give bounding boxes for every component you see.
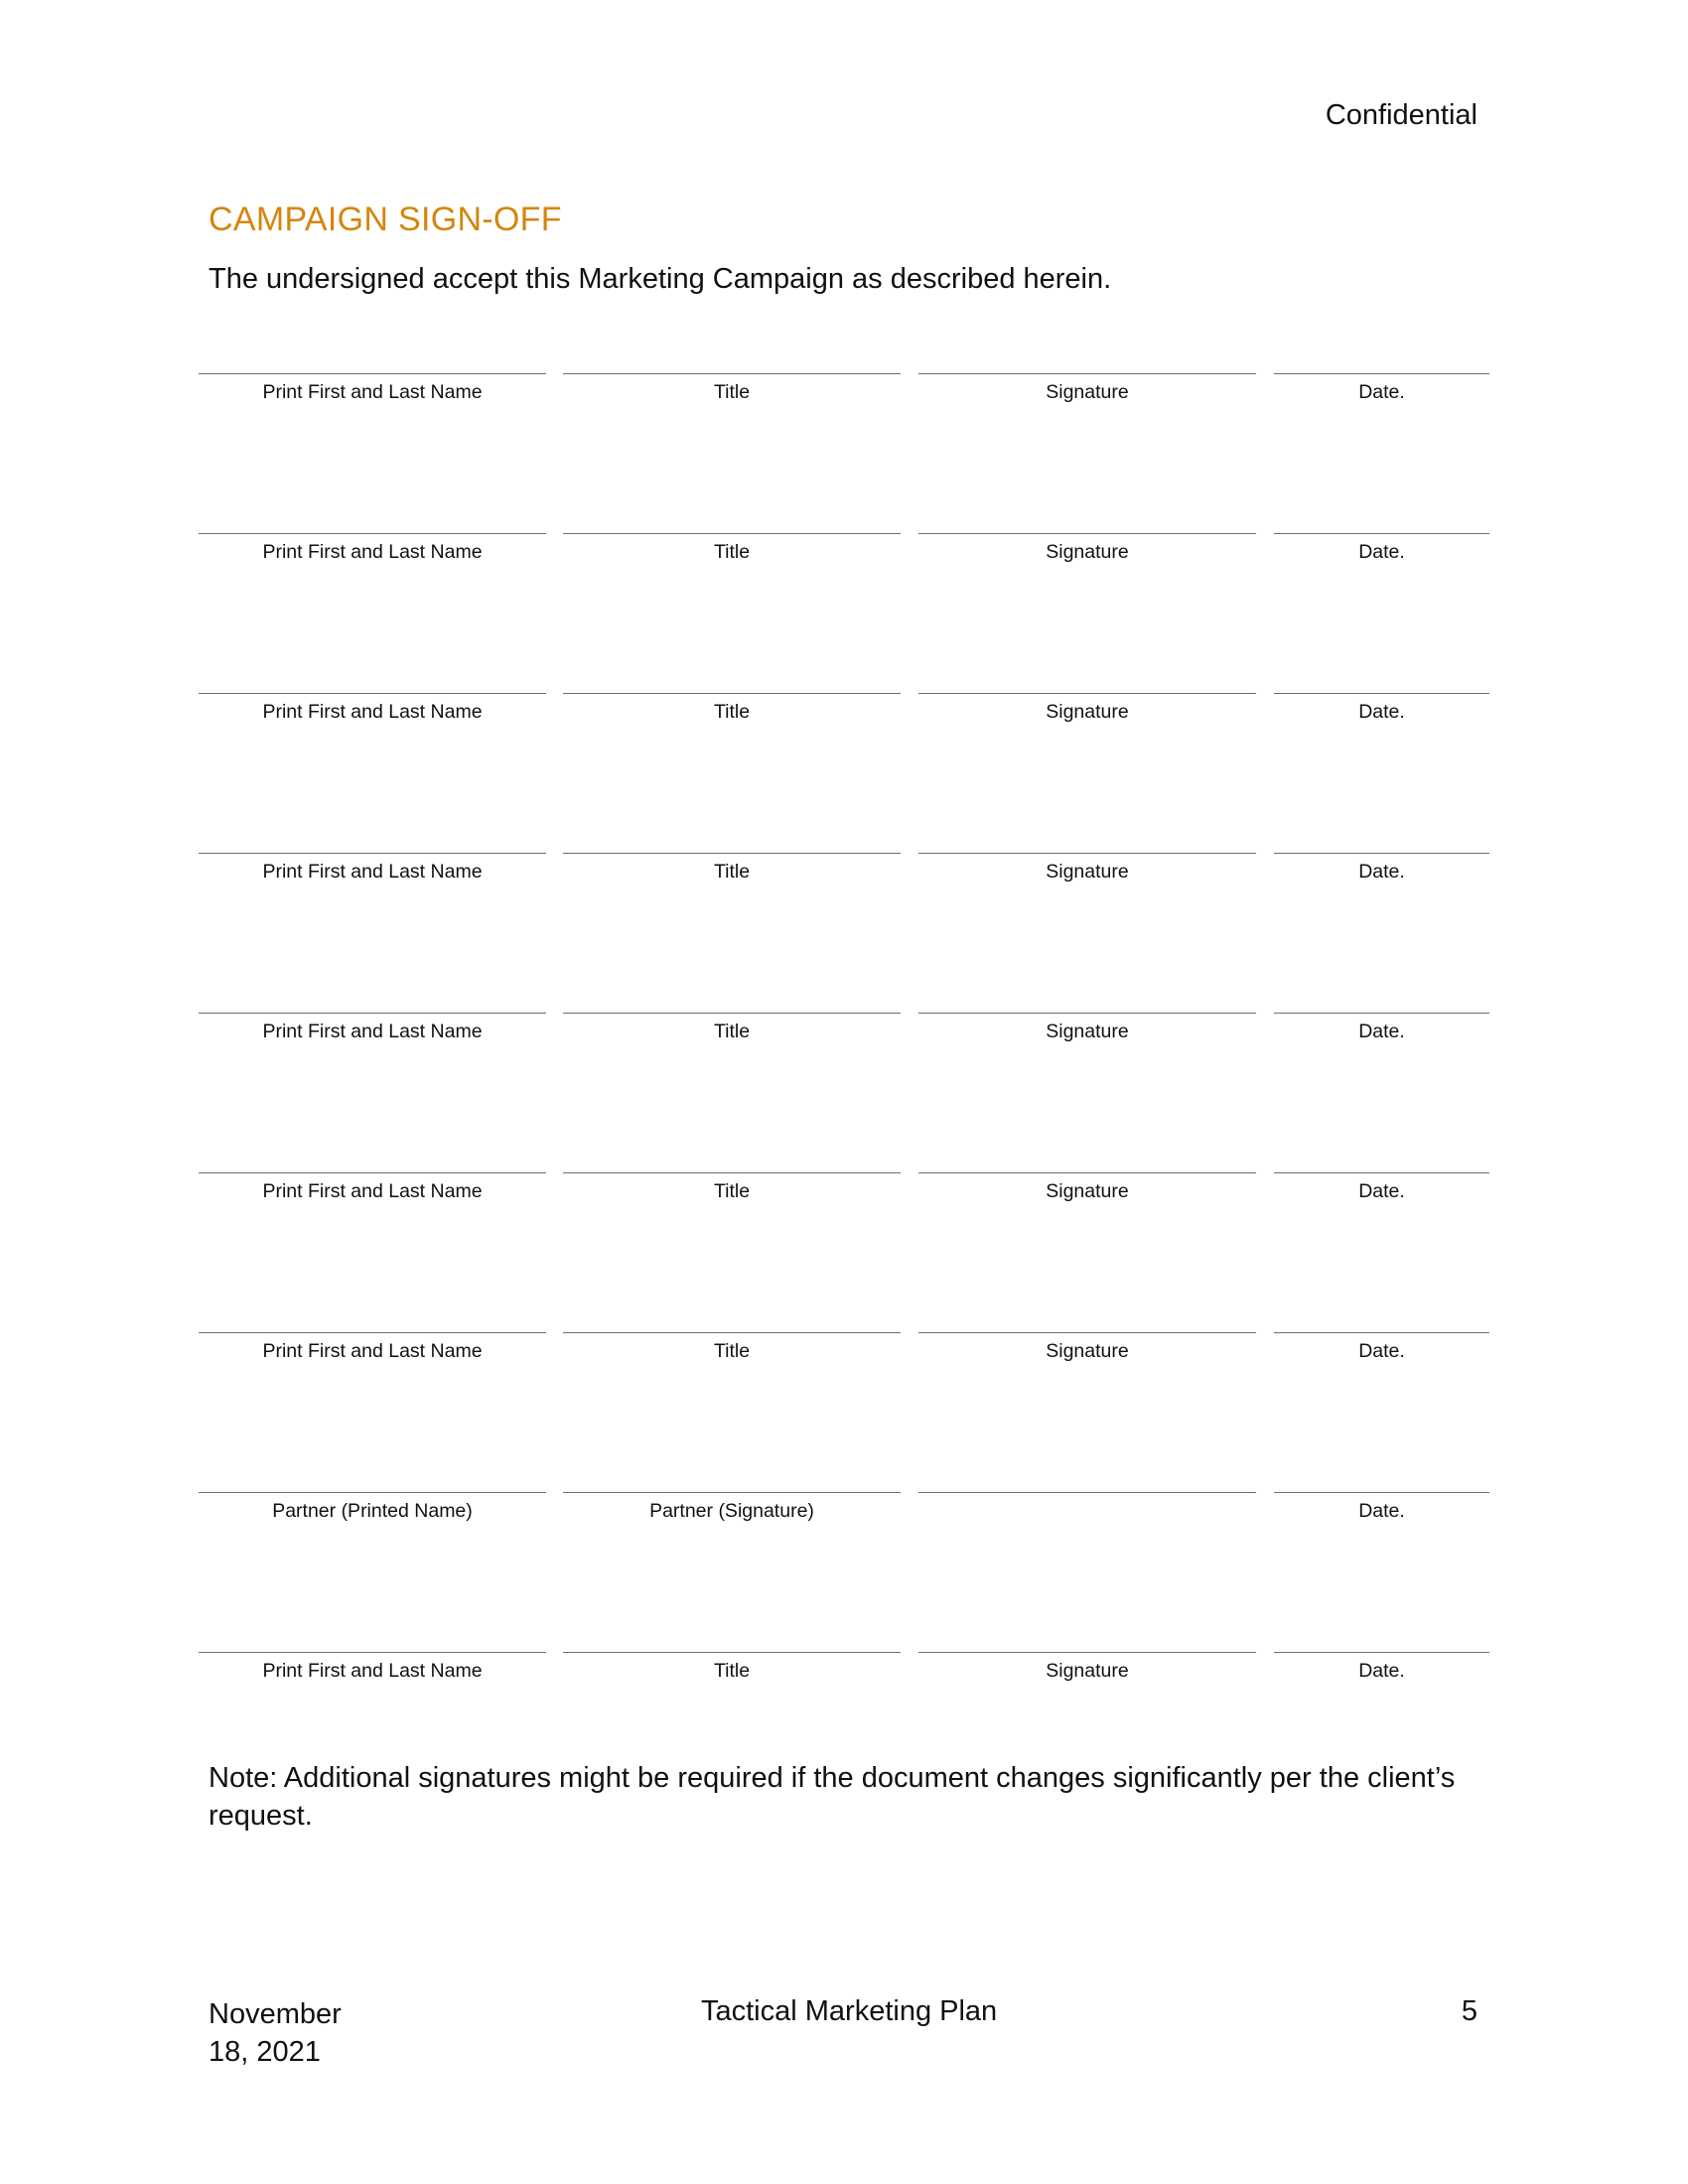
name-line[interactable]: Print First and Last Name [199, 1013, 546, 1043]
partner-signature-line[interactable]: Partner (Signature) [563, 1492, 901, 1523]
signature-row [199, 1576, 1489, 1736]
date-line[interactable]: Date. [1274, 1332, 1489, 1363]
signature-row [199, 458, 1489, 617]
partner-name-line[interactable]: Partner (Printed Name) [199, 1492, 546, 1523]
date-line[interactable]: Date. [1274, 1172, 1489, 1203]
signature-row [199, 1257, 1489, 1417]
signature-line[interactable]: Signature [918, 373, 1256, 404]
title-line[interactable]: Title [563, 693, 901, 724]
name-line[interactable]: Print First and Last Name [199, 533, 546, 564]
signature-line[interactable]: Signature [918, 1652, 1256, 1683]
name-line[interactable]: Print First and Last Name [199, 1332, 546, 1363]
title-line[interactable]: Title [563, 1013, 901, 1043]
confidential-label: Confidential [1325, 99, 1477, 131]
signature-line[interactable]: Signature [918, 533, 1256, 564]
date-line[interactable]: Date. [1274, 533, 1489, 564]
date-line[interactable]: Date. [1274, 853, 1489, 884]
date-line[interactable]: Date. [1274, 373, 1489, 404]
section-heading: CAMPAIGN SIGN-OFF [209, 201, 562, 238]
name-line[interactable]: Print First and Last Name [199, 853, 546, 884]
title-line[interactable]: Title [563, 1172, 901, 1203]
partner-signature-row [199, 1417, 1489, 1576]
signature-row [199, 617, 1489, 777]
date-line[interactable]: Date. [1274, 693, 1489, 724]
signature-line[interactable]: Signature [918, 1172, 1256, 1203]
signature-line[interactable]: Signature [918, 853, 1256, 884]
signature-row [199, 777, 1489, 937]
title-line[interactable]: Title [563, 373, 901, 404]
page-number: 5 [1461, 1995, 1477, 2027]
footer-date: November 18, 2021 [209, 1998, 342, 2069]
intro-text: The undersigned accept this Marketing Campaign as described herein. [209, 263, 1112, 295]
footer-title: Tactical Marketing Plan [701, 1995, 998, 2027]
signature-line[interactable]: Signature [918, 1013, 1256, 1043]
signature-row [199, 1097, 1489, 1257]
signature-row [199, 937, 1489, 1097]
name-line[interactable]: Print First and Last Name [199, 693, 546, 724]
title-line[interactable]: Title [563, 533, 901, 564]
title-line[interactable]: Title [563, 853, 901, 884]
date-line[interactable]: Date. [1274, 1013, 1489, 1043]
note-text: Note: Additional signatures might be required if the document changes significantly per the client’s request. [209, 1762, 1456, 1833]
name-line[interactable]: Print First and Last Name [199, 1652, 546, 1683]
name-line[interactable]: Print First and Last Name [199, 1172, 546, 1203]
signature-row [199, 298, 1489, 458]
title-line[interactable]: Title [563, 1652, 901, 1683]
signature-line[interactable]: Signature [918, 693, 1256, 724]
signature-line[interactable]: Signature [918, 1332, 1256, 1363]
title-line[interactable]: Title [563, 1332, 901, 1363]
blank-line[interactable] [918, 1492, 1256, 1500]
signature-table [199, 298, 1489, 1736]
date-line[interactable]: Date. [1274, 1492, 1489, 1523]
name-line[interactable]: Print First and Last Name [199, 373, 546, 404]
date-line[interactable]: Date. [1274, 1652, 1489, 1683]
